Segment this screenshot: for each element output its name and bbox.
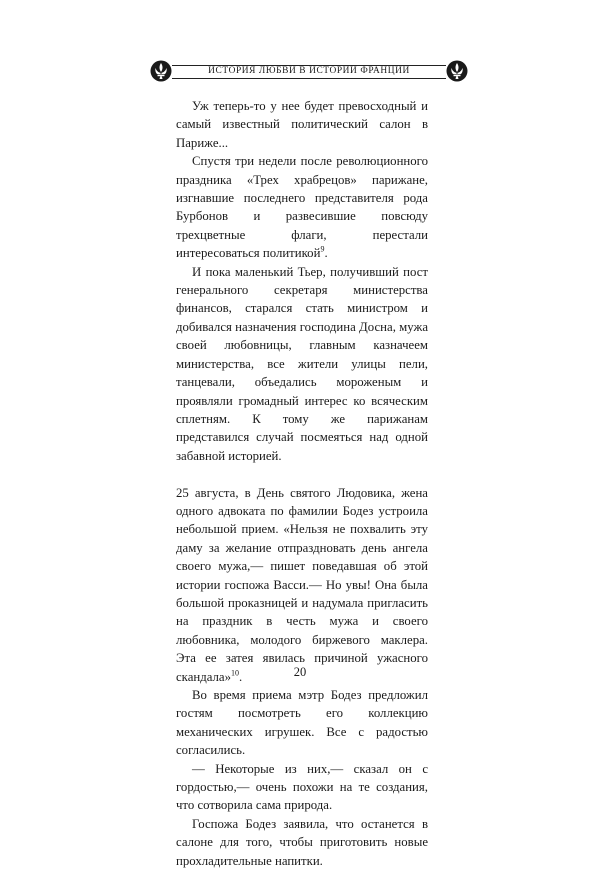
paragraph: И пока маленький Тьер, получивший пост генерального секретаря министерства финансов, старался стать министром и добивался назначения господина Досна, мужа своей любовницы, главным казначеем министерства, все жители улицы пели, танцевали, объедались мороженым и проявляли громадный интерес ко всяческим сплетням. К тому же парижанам представился случай посмеяться над одной забавной историей. (176, 264, 428, 463)
paragraph: Госпожа Бодез заявила, что останется в салоне для того, чтобы приготовить новые прохладительные напитки. (176, 816, 428, 868)
paragraph: 25 августа, в День святого Людовика, жена одного адвоката по фамилии Бодез устроила небольшой прием. «Нельзя не похвалить эту даму за желание отпраздновать день ангела своего мужа,— пишет поведавшая об этой истории госпожа Васси.— Но увы! Она была большой проказницей и надумала пригласить на праздник в честь мужа и своего любовника, молодого биржевого маклера. Эта ее затея явилась причиной ужасного скандала»$^{10}$. (176, 485, 428, 684)
fleur-de-lis-icon (446, 58, 468, 84)
paragraph-text: Спустя три недели после революционного праздника «Трех храбрецов» парижане, изгнавшие последнего представителя рода Бурбонов и развесившие повсюду трехцветные флаги, перестали интересоваться политикой (176, 154, 428, 261)
header-title: ИСТОРИЯ ЛЮБВИ В ИСТОРИИ ФРАНЦИИ (208, 66, 410, 76)
footnote-ref[interactable]: 9 (320, 244, 325, 254)
paragraph: Во время приема мэтр Бодез предложил гостям посмотреть его коллекцию механических игрушек. Все с радостью согласились. (176, 687, 428, 758)
fleur-de-lis-icon (150, 58, 172, 84)
section-break (176, 465, 428, 483)
footnote-ref[interactable]: 10 (231, 668, 239, 678)
running-header (150, 58, 468, 84)
paragraph: Уж теперь-то у нее будет превосходный и самый известный политический салон в Париже... (176, 99, 428, 150)
header-rule-bottom (172, 78, 446, 79)
page-number: 20 (293, 665, 307, 679)
body-text (176, 97, 428, 870)
paragraph: Спустя три недели после революционного праздника «Трех храбрецов» парижане, изгнавшие последнего представителя рода Бурбонов и развесившие повсюду трехцветные флаги, перестали интересоваться политикой$^9$. (176, 154, 428, 261)
paragraph-text: 25 августа, в День святого Людовика, жена одного адвоката по фамилии Бодез устроила небольшой прием. «Нельзя не похвалить эту даму за желание отпраздновать день ангела своего мужа,— пишет поведавшая об этой истории госпожа Васси.— Но увы! Она была большой проказницей и надумала пригласить на праздник в честь мужа и своего любовника, молодого биржевого маклера. Эта ее затея явилась причиной ужасного скандала» (176, 485, 428, 684)
paragraph: — Некоторые из них,— сказал он с гордостью,— очень похожи на те создания, что сотворила сама природа. (176, 761, 428, 813)
